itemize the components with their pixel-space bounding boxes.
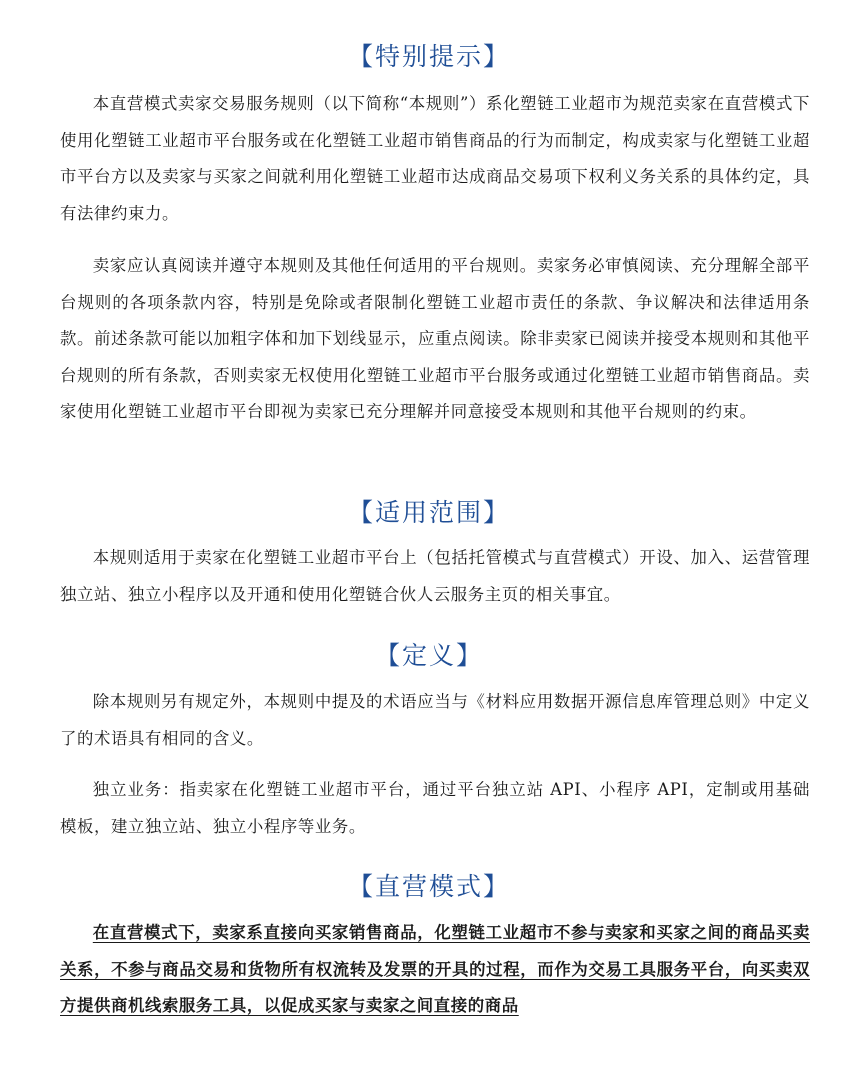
paragraph-rule-intro: 本直营模式卖家交易服务规则（以下简称“本规则”）系化塑链工业超市为规范卖家在直营模式下使用化塑链工业超市平台服务或在化塑链工业超市销售商品的行为而制定，构成卖家与化塑链工业超市平台方以及卖家与买家之间就利用化塑链工业超市达成商品交易项下权利义务关系的具体约定，具有法律约束力。: [60, 94, 810, 223]
heading-definition: 【定义】: [374, 641, 483, 670]
heading-direct-mode: 【直营模式】: [347, 872, 510, 901]
paragraph-definition-independent-business: 独立业务：指卖家在化塑链工业超市平台，通过平台独立站 API、小程序 API，定制或用基础模板，建立独立站、独立小程序等业务。: [60, 780, 810, 836]
paragraph-reading-obligation: 卖家应认真阅读并遵守本规则及其他任何适用的平台规则。卖家务必审慎阅读、充分理解全部平台规则的各项条款内容，特别是免除或者限制化塑链工业超市责任的条款、争议解决和法律适用条款。前述条款可能以加粗字体和加下划线显示，应重点阅读。除非卖家已阅读并接受本规则和其他平台规则的所有条款，否则卖家无权使用化塑链工业超市平台服务或通过化塑链工业超市销售商品。卖家使用化塑链工业超市平台即视为卖家已充分理解并同意接受本规则和其他平台规则的约束。: [60, 256, 810, 421]
heading-scope: 【适用范围】: [347, 498, 510, 527]
paragraph-direct-mode: 在直营模式下，卖家系直接向买家销售商品，化塑链工业超市不参与卖家和买家之间的商品买卖关系，不参与商品交易和货物所有权流转及发票的开具的过程，而作为交易工具服务平台，向买卖双方提供商机线索服务工具，以促成买家与卖家之间直接的商品: [60, 923, 810, 1015]
paragraph-scope: 本规则适用于卖家在化塑链工业超市平台上（包括托管模式与直营模式）开设、加入、运营管理独立站、独立小程序以及开通和使用化塑链合伙人云服务主页的相关事宜。: [60, 548, 810, 604]
paragraph-definition-terms: 除本规则另有规定外，本规则中提及的术语应当与《材料应用数据开源信息库管理总则》中定义了的术语具有相同的含义。: [60, 692, 810, 748]
heading-special-notice: 【特别提示】: [347, 42, 510, 71]
